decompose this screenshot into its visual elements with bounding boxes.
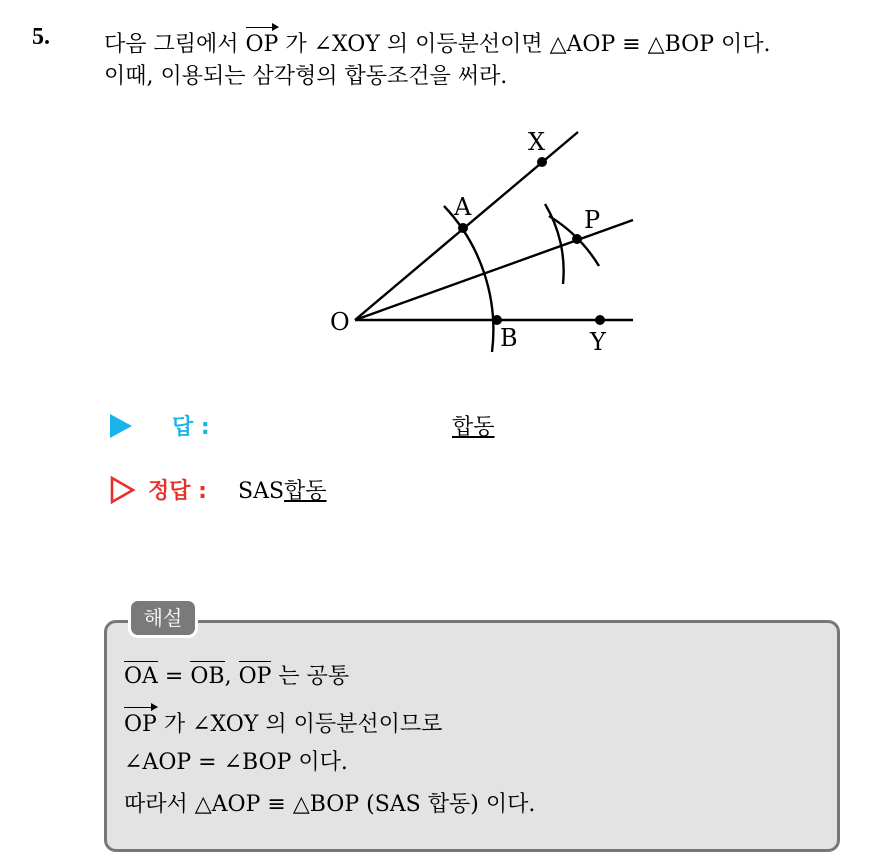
bisector-text: 가 ∠XOY 의 이등분선이므로	[156, 712, 443, 737]
arc-p1	[545, 204, 564, 284]
label-a: A	[454, 193, 472, 221]
label-o: O	[330, 308, 350, 336]
solution-tab: 해설	[128, 598, 198, 638]
point-a	[458, 223, 468, 233]
equals-text: =	[157, 664, 191, 689]
correct-answer-prefix: SAS	[238, 479, 285, 504]
answer-value: 합동	[452, 415, 495, 440]
question-line-1	[104, 24, 770, 60]
common-text: 는 공통	[271, 664, 350, 689]
label-b: B	[500, 324, 518, 352]
segment-ob: OB	[190, 658, 224, 692]
label-y: Y	[590, 328, 606, 356]
label-p: P	[584, 206, 601, 234]
answer-label: 답 :	[172, 415, 210, 440]
correct-answer-row	[110, 470, 610, 510]
question-text: 다음 그림에서	[104, 32, 246, 57]
solution-line-4: 따라서 △AOP ≡ △BOP (SAS 합동) 이다.	[124, 792, 536, 817]
question-line-2: 이때, 이용되는 삼각형의 합동조건을 써라.	[104, 64, 508, 89]
label-x: X	[528, 128, 546, 156]
point-x	[537, 157, 547, 167]
solution-line-3: ∠AOP = ∠BOP 이다.	[124, 750, 348, 775]
solution-vector-op: OP	[124, 704, 157, 740]
separator-text: ,	[224, 664, 239, 689]
segment-op: OP	[239, 658, 272, 692]
question-number: 5.	[32, 24, 50, 50]
ray-op	[355, 220, 633, 320]
correct-answer-underlined: 합동	[284, 479, 327, 504]
solution-line-1	[124, 658, 349, 692]
segment-oa: OA	[124, 658, 158, 692]
question-text-cont: 가 ∠XOY 의 이등분선이면 △AOP ≡ △BOP 이다.	[278, 32, 771, 57]
solution-line-2	[124, 704, 442, 740]
angle-bisector-figure	[320, 120, 660, 370]
play-triangle-icon	[110, 414, 132, 438]
correct-answer-value	[238, 474, 327, 505]
vector-op: OP	[246, 24, 279, 60]
point-p	[572, 234, 582, 244]
answer-row	[110, 406, 610, 446]
point-y	[595, 315, 605, 325]
outline-triangle-icon	[110, 476, 136, 504]
correct-answer-label: 정답 :	[148, 479, 207, 504]
